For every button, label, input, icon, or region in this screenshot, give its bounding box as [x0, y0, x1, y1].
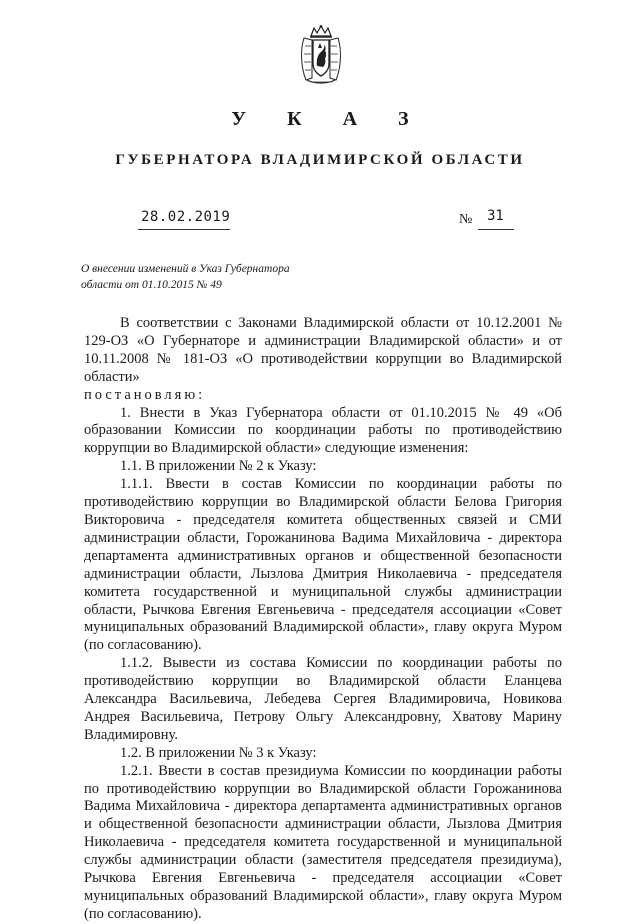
subject-line-1: О внесении изменений в Указ Губернатора [81, 263, 290, 275]
document-title: У К А З [231, 108, 427, 130]
coat-of-arms-icon [298, 24, 344, 86]
number-label: № [459, 212, 473, 227]
number-underline [478, 229, 514, 230]
paragraph-1: 1. Внести в Указ Губернатора области от 01.10.2015 № 49 «Об образовании Комиссии по координации работы по противодействию коррупции во Владимирской области» следующие изменения: [84, 404, 562, 457]
decree-subject [81, 261, 361, 293]
decree-body [84, 315, 562, 924]
decree-word: постановляю: [84, 386, 206, 403]
paragraph-1-1-1: 1.1.1. Ввести в состав Комиссии по координации работы по противодействию коррупции во Владимирской области Белова Григория Викторовича - председателя комитета общественных связей и СМИ администрации области, Горожанинова Вадима Михайловича - директора департамента административных органов и общественной безопасности администрации области, Лызлова Дмитрия Николаевича - председателя комитета государственной и муниципальной службы администрации области, Рычкова Евгения Евгеньевича - председателя ассоциации «Совет муниципальных образований Владимирской области», главу округа Муром (по согласованию). [84, 476, 562, 654]
paragraph-1-1-2: 1.1.2. Вывести из состава Комиссии по координации работы по противодействию коррупции во Владимирской области Еланцева Александра Васильевича, Лебедева Сергея Владимировича, Новикова Андрея Васильевича, Петрову Ольгу Александровну, Хватову Марину Владимировну. [84, 655, 562, 743]
document-subtitle: ГУБЕРНАТОРА ВЛАДИМИРСКОЙ ОБЛАСТИ [115, 152, 525, 168]
paragraph-1-1: 1.1. В приложении № 2 к Указу: [120, 458, 317, 475]
decree-number: 31 [487, 208, 504, 224]
date-underline [138, 229, 230, 230]
preamble-paragraph: В соответствии с Законами Владимирской области от 10.12.2001 № 129-ОЗ «О Губернаторе и администрации Владимирской области» и от 10.11.2008 № 181-ОЗ «О противодействии коррупции во Владимирской области» [84, 315, 562, 385]
paragraph-1-2-1: 1.2.1. Ввести в состав президиума Комиссии по координации работы по противодействию коррупции во Владимирской области Горожанинова Вадима Михайловича - директора департамента административных органов и общественной безопасности администрации области, Лызлова Дмитрия Николаевича - председателя комитета государственной и муниципальной службы администрации области (заместителя председателя президиума), Рычкова Евгения Евгеньевича - председателя ассоциации «Совет муниципальных образований Владимирской области», главу округа Муром (по согласованию). [84, 762, 562, 922]
subject-line-2: области от 01.10.2015 № 49 [81, 279, 222, 291]
decree-date: 28.02.2019 [141, 209, 231, 225]
paragraph-1-2: 1.2. В приложении № 3 к Указу: [120, 744, 317, 761]
